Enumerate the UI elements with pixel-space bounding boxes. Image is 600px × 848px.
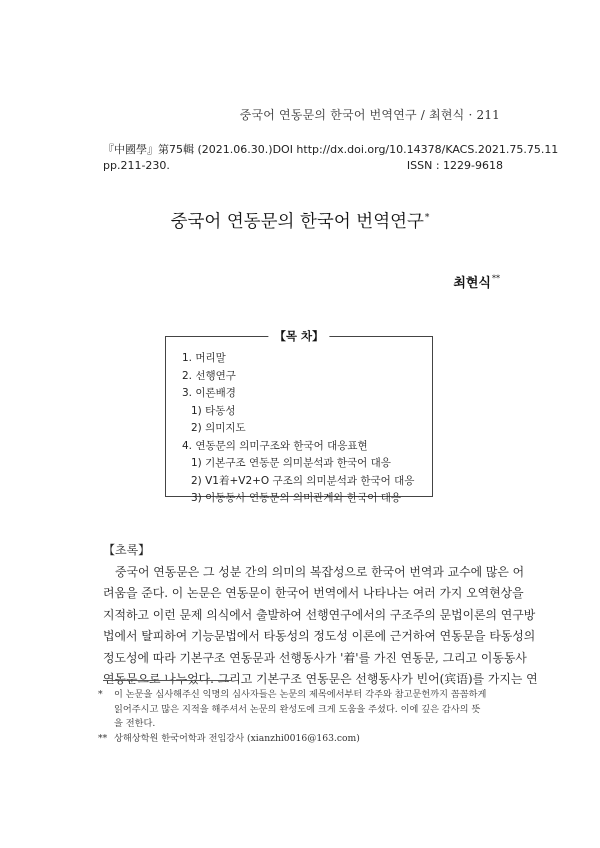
- toc-subitem: 2) 의미지도: [191, 422, 246, 434]
- footnote-acknowledgment: [98, 688, 503, 732]
- toc-subitem: 1) 타동성: [191, 404, 236, 417]
- author: [453, 272, 500, 291]
- toc-subitem: 1) 기본구조 연동문 의미분석과 한국어 대응: [191, 457, 391, 469]
- footnote-mark: **: [98, 732, 108, 744]
- toc-list: [182, 350, 428, 508]
- abstract-line: 법에서 탈피하여 기능문법에서 타동성의 정도성 이론에 근거하여 연동문을 타동성의: [103, 629, 536, 644]
- paper-title-text: 중국어 연동문의 한국어 번역연구: [170, 212, 424, 232]
- toc-item: 4. 연동문의 의미구조와 한국어 대응표현: [182, 439, 368, 452]
- author-footnote-mark: **: [492, 274, 500, 283]
- author-name: 최현식: [453, 276, 491, 291]
- abstract-line: 정도성에 따라 기본구조 연동문과 선행동사가 '着'를 가진 연동문, 그리고 이동동사: [103, 650, 527, 665]
- footnotes: [98, 688, 503, 746]
- abstract-line: 중국어 연동문은 그 성분 간의 의미의 복잡성으로 한국어 번역과 교수에 많은 어: [115, 565, 525, 579]
- running-head: 중국어 연동문의 한국어 번역연구 / 최현식 · 211: [239, 108, 500, 122]
- abstract-label: 【초록】: [103, 543, 151, 557]
- paper-title: [0, 208, 600, 233]
- title-footnote-mark: *: [424, 213, 430, 223]
- footnote-line: 상해상학원 한국어학과 전임강사 (xianzhi0016@163.com): [114, 732, 360, 744]
- publication-meta: [103, 142, 559, 174]
- toc-subitem: 3) 이동동사 연동문의 의미관계와 한국어 대응: [191, 492, 402, 504]
- footnote-divider: [103, 680, 231, 681]
- journal-info: 『中國學』第75輯 (2021.06.30.): [103, 143, 273, 156]
- abstract-body: [103, 562, 538, 690]
- abstract-line: 연동문으로 나누었다. 그리고 기본구조 연동문은 선행동사가 빈어(宾语)를 가지는 연: [103, 672, 538, 687]
- footnote-line: 을 전한다.: [114, 718, 156, 729]
- doi-link[interactable]: DOI http://dx.doi.org/10.14378/KACS.2021.75.75.11: [272, 143, 559, 156]
- issn: ISSN : 1229-9618: [406, 159, 503, 172]
- page-range: pp.211-230.: [103, 159, 170, 172]
- footnote-line: 읽어주시고 많은 지적을 해주셔서 논문의 완성도에 크게 도움을 주셨다. 이에 깊은 감사의 뜻: [114, 703, 481, 715]
- toc-subitem: 2) V1着+V2+O 구조의 의미분석과 한국어 대응: [191, 474, 415, 487]
- footnote-author-affiliation: [98, 732, 503, 747]
- abstract-line: 려움을 준다. 이 논문은 연동문이 한국어 번역에서 나타나는 여러 가지 오역현상을: [103, 586, 524, 601]
- footnote-mark: *: [98, 689, 103, 700]
- toc-item: 1. 머리말: [182, 352, 226, 364]
- abstract-line: 지적하고 이런 문제 의식에서 출발하여 선행연구에서의 구조주의 문법이론의 연구방: [103, 607, 536, 622]
- toc-item: 2. 선행연구: [182, 369, 236, 382]
- footnote-line: 이 논문을 심사해주신 익명의 심사자들은 논문의 제목에서부터 각주와 참고문헌까지 꼼꼼하게: [114, 689, 487, 700]
- toc-item: 3. 이론배경: [182, 387, 236, 399]
- table-of-contents: [165, 329, 433, 504]
- toc-heading: 【목 차】: [268, 328, 329, 344]
